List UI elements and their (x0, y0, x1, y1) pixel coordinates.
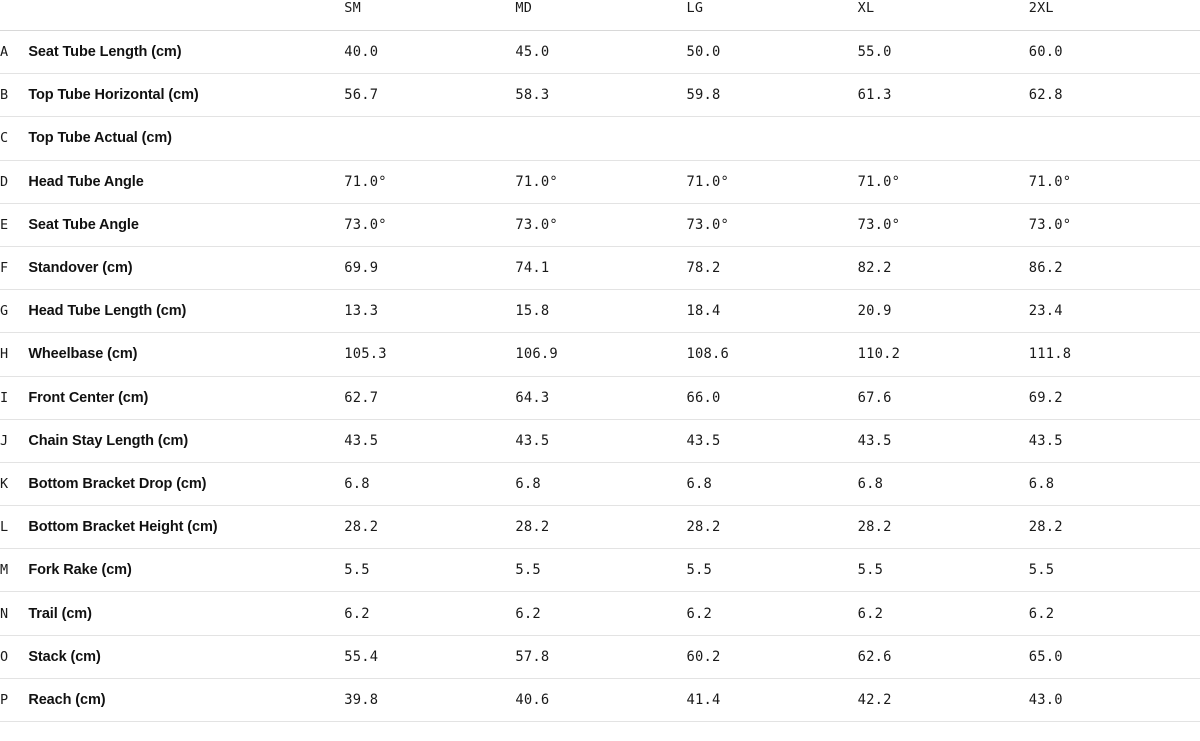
cell-sm: 39.8 (344, 691, 379, 708)
row-label: Front Center (cm) (28, 389, 149, 406)
cell-md: 15.8 (515, 303, 550, 320)
cell-xl: 42.2 (857, 691, 892, 708)
cell-sm: 62.7 (344, 389, 379, 406)
cell-lg: 6.8 (686, 475, 713, 492)
cell-lg: 18.4 (686, 303, 721, 320)
row-key: G (0, 303, 9, 320)
row-label: Top Tube Actual (cm) (28, 130, 172, 147)
cell-xl: 61.3 (857, 87, 892, 104)
cell-lg: 5.5 (686, 562, 713, 579)
cell-2xl: 43.0 (1028, 691, 1063, 708)
table-row (0, 506, 1200, 549)
row-key: J (0, 432, 9, 449)
row-label: Top Tube Horizontal (cm) (28, 87, 199, 104)
table-row (0, 333, 1200, 376)
table-row (0, 290, 1200, 333)
table-row (0, 160, 1200, 203)
row-label: Head Tube Length (cm) (28, 303, 187, 320)
cell-xl: 55.0 (857, 44, 892, 61)
cell-xl: 67.6 (857, 389, 892, 406)
table-row (0, 246, 1200, 289)
row-label: Bottom Bracket Height (cm) (28, 519, 218, 536)
cell-sm: 28.2 (344, 519, 379, 536)
cell-lg: 108.6 (686, 346, 730, 363)
cell-2xl: 23.4 (1028, 303, 1063, 320)
cell-lg: 78.2 (686, 260, 721, 277)
cell-lg: 60.2 (686, 648, 721, 665)
column-header-xl: XL (857, 0, 875, 16)
cell-lg (687, 117, 858, 160)
cell-md: 5.5 (515, 562, 541, 579)
column-header-lg: LG (686, 0, 704, 16)
cell-lg: 71.0° (686, 173, 730, 190)
row-key: I (0, 389, 9, 406)
row-label: Bottom Bracket Drop (cm) (28, 475, 207, 492)
row-key: C (0, 130, 9, 147)
cell-2xl: 43.5 (1028, 432, 1063, 449)
cell-md (515, 117, 686, 160)
cell-sm: 71.0° (344, 173, 387, 190)
cell-2xl: 6.8 (1028, 475, 1055, 492)
cell-sm: 73.0° (344, 216, 387, 233)
cell-2xl: 111.8 (1028, 346, 1072, 363)
cell-lg: 6.2 (686, 605, 713, 622)
row-label: Wheelbase (cm) (28, 346, 138, 363)
cell-sm: 6.2 (344, 605, 370, 622)
cell-md: 40.6 (515, 691, 550, 708)
cell-md: 6.2 (515, 605, 541, 622)
cell-2xl: 71.0° (1028, 173, 1072, 190)
row-label: Stack (cm) (28, 648, 101, 665)
table-row (0, 117, 1200, 160)
column-header-key (0, 0, 28, 31)
table-header (0, 0, 1200, 31)
cell-2xl: 6.2 (1028, 605, 1055, 622)
cell-2xl: 65.0 (1028, 648, 1063, 665)
row-key: O (0, 648, 9, 665)
row-label: Trail (cm) (28, 605, 92, 622)
table-row (0, 419, 1200, 462)
cell-sm (344, 117, 515, 160)
cell-xl (858, 117, 1029, 160)
cell-md: 74.1 (515, 260, 550, 277)
row-label: Fork Rake (cm) (28, 562, 132, 579)
cell-md: 71.0° (515, 173, 558, 190)
column-header-sm: SM (344, 0, 361, 16)
table-body (0, 31, 1200, 722)
row-label: Standover (cm) (28, 260, 133, 277)
cell-lg: 66.0 (686, 389, 721, 406)
cell-lg: 43.5 (686, 432, 721, 449)
row-label: Chain Stay Length (cm) (28, 432, 189, 449)
row-label: Head Tube Angle (28, 173, 144, 190)
cell-sm: 69.9 (344, 260, 379, 277)
table-row (0, 462, 1200, 505)
row-key: D (0, 173, 9, 190)
table-row (0, 74, 1200, 117)
cell-lg: 73.0° (686, 216, 730, 233)
cell-2xl: 86.2 (1028, 260, 1063, 277)
cell-sm: 13.3 (344, 303, 379, 320)
cell-sm: 5.5 (344, 562, 370, 579)
table-row (0, 203, 1200, 246)
cell-sm: 40.0 (344, 44, 379, 61)
column-header-2xl: 2XL (1028, 0, 1054, 16)
row-key: A (0, 44, 9, 61)
cell-xl: 73.0° (857, 216, 901, 233)
row-key: E (0, 216, 9, 233)
cell-2xl: 62.8 (1028, 87, 1063, 104)
cell-2xl: 69.2 (1028, 389, 1063, 406)
cell-xl: 28.2 (857, 519, 892, 536)
cell-md: 106.9 (515, 346, 558, 363)
column-header-md: MD (515, 0, 533, 16)
cell-xl: 110.2 (857, 346, 901, 363)
cell-sm: 55.4 (344, 648, 379, 665)
cell-xl: 82.2 (857, 260, 892, 277)
row-label: Reach (cm) (28, 691, 106, 708)
row-key: P (0, 691, 9, 708)
cell-lg: 50.0 (686, 44, 721, 61)
row-key: N (0, 605, 9, 622)
cell-2xl: 60.0 (1028, 44, 1063, 61)
cell-2xl: 5.5 (1028, 562, 1055, 579)
cell-xl: 43.5 (857, 432, 892, 449)
cell-xl: 20.9 (857, 303, 892, 320)
row-key: L (0, 519, 9, 536)
cell-lg: 41.4 (686, 691, 721, 708)
cell-xl: 62.6 (857, 648, 892, 665)
cell-sm: 56.7 (344, 87, 379, 104)
cell-sm: 105.3 (344, 346, 387, 363)
table-row (0, 592, 1200, 635)
cell-xl: 71.0° (857, 173, 901, 190)
cell-md: 64.3 (515, 389, 550, 406)
row-label: Seat Tube Length (cm) (28, 44, 182, 61)
table-row (0, 31, 1200, 74)
cell-2xl (1029, 117, 1200, 160)
cell-md: 6.8 (515, 475, 541, 492)
table-header-row (0, 0, 1200, 31)
table-row (0, 635, 1200, 678)
row-key: M (0, 562, 9, 579)
cell-2xl: 28.2 (1028, 519, 1063, 536)
cell-xl: 5.5 (857, 562, 884, 579)
column-header-measurement (28, 0, 344, 31)
cell-md: 57.8 (515, 648, 550, 665)
cell-xl: 6.8 (857, 475, 884, 492)
cell-md: 43.5 (515, 432, 550, 449)
table-row (0, 678, 1200, 721)
cell-xl: 6.2 (857, 605, 884, 622)
table-row (0, 549, 1200, 592)
cell-lg: 59.8 (686, 87, 721, 104)
cell-2xl: 73.0° (1028, 216, 1072, 233)
cell-lg: 28.2 (686, 519, 721, 536)
table-row (0, 376, 1200, 419)
row-key: H (0, 346, 9, 363)
row-label: Seat Tube Angle (28, 216, 139, 233)
cell-md: 73.0° (515, 216, 558, 233)
row-key: B (0, 87, 9, 104)
cell-md: 58.3 (515, 87, 550, 104)
row-key: F (0, 260, 9, 277)
cell-md: 45.0 (515, 44, 550, 61)
cell-sm: 43.5 (344, 432, 379, 449)
cell-sm: 6.8 (344, 475, 370, 492)
cell-md: 28.2 (515, 519, 550, 536)
row-key: K (0, 475, 9, 492)
